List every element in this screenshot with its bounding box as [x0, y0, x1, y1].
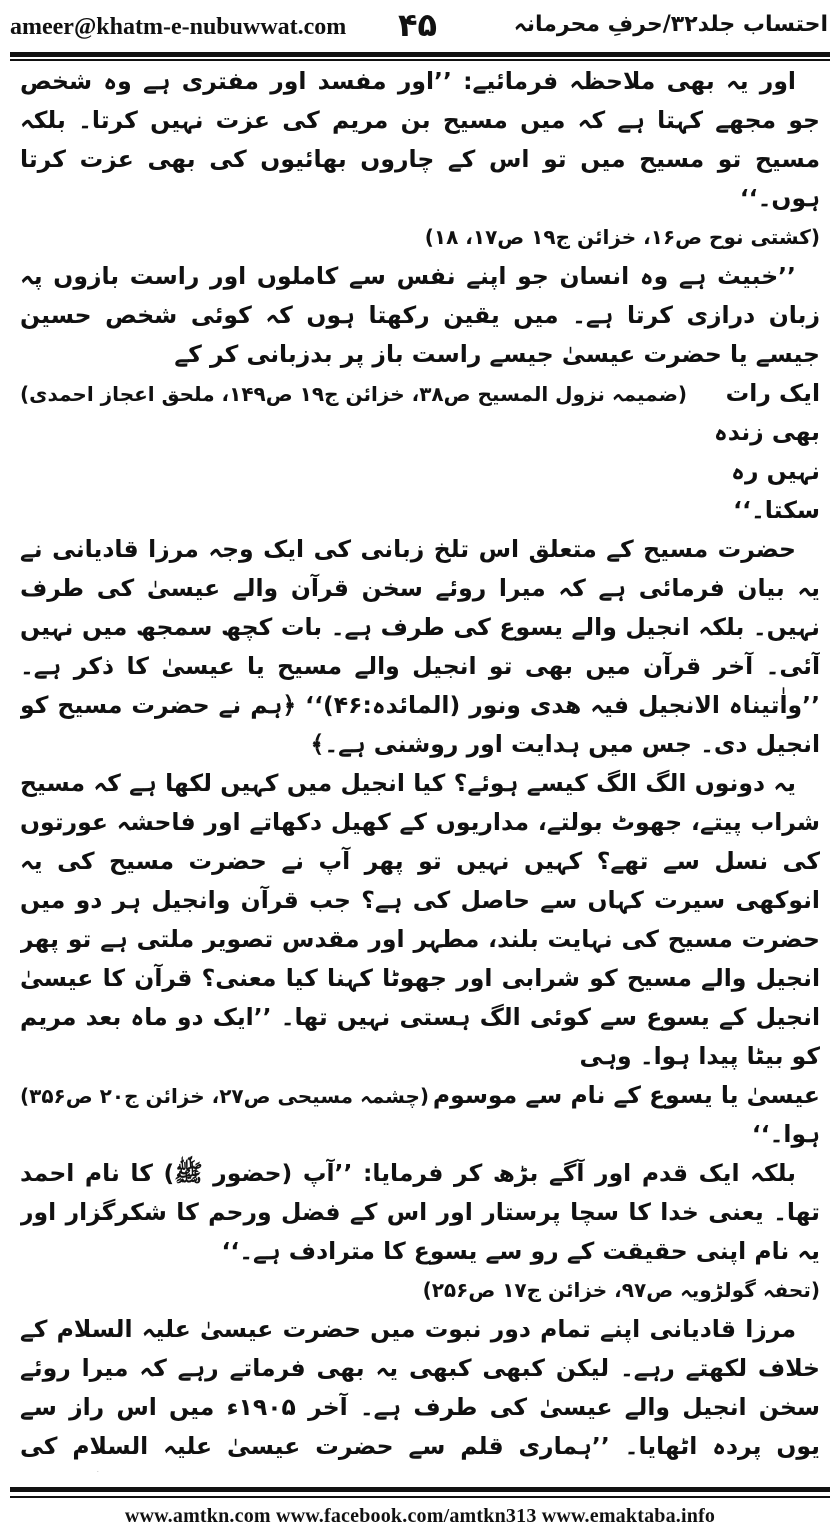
reference-4: (تحفہ گولڑویہ ص۹۷، خزائن ج۱۷ ص۲۵۶)	[422, 1278, 820, 1302]
header-email: ameer@khatm-e-nubuwwat.com	[10, 14, 347, 40]
paragraph-3: حضرت مسیح کے متعلق اس تلخ زبانی کی ایک وجہ مرزا قادیانی نے یہ بیان فرمائی ہے کہ میرا روئے سخن قرآن والے عیسیٰ کی طرف نہیں۔ بلکہ انجیل والے یسوع کی طرف ہے۔ بات کچھ سمجھ میں نہیں آئی۔ آخر قرآن میں بھی تو انجیل والے مسیح یا عیسیٰ کا ذکر ہے۔ ’’واٰتیناہ الانجیل فیہ ھدی ونور (المائدہ:۴۶)‘‘ ﴿ہم نے حضرت مسیح کو انجیل دی۔ جس میں ہدایت اور روشنی ہے۔﴾	[20, 535, 820, 758]
footer-rule-thin	[10, 1496, 830, 1498]
paragraph-2-end-line	[20, 374, 820, 530]
paragraph-2: ’’خبیث ہے وہ انسان جو اپنے نفس سے کاملوں اور راست بازوں پہ زبان درازی کرتا ہے۔ میں یقین رکھتا ہوں کہ کوئی شخص حسین جیسے یا حضرت عیسیٰ جیسے راست باز پر بدزبانی کر کے	[20, 262, 820, 368]
footer-links: www.amtkn.com www.facebook.com/amtkn313 www.emaktaba.info	[124, 1505, 716, 1527]
paragraph-5: بلکہ ایک قدم اور آگے بڑھ کر فرمایا: ’’آپ (حضور ﷺ) کا نام احمد تھا۔ یعنی خدا کا سچا پرستار اور اس کے فضل ورحم کا شکرگزار اور یہ نام اپنی حقیقت کے رو سے یسوع کا مترادف ہے۔‘‘	[20, 1159, 820, 1265]
reference-3: (چشمہ مسیحی ص۲۷، خزائن ج۲۰ ص۳۵۶)	[20, 1084, 430, 1108]
footer-rule-thick	[10, 1487, 830, 1492]
page-header	[0, 0, 840, 56]
paragraph-6: مرزا قادیانی اپنے تمام دور نبوت میں حضرت عیسیٰ علیہ السلام کے خلاف لکھتے رہے۔ لیکن کبھی کبھی یہ بھی فرماتے رہے کہ میرا روئے سخن انجیل والے عیسیٰ کی طرف ہے۔ آخر ۱۹۰۵ء میں اس راز سے یوں پردہ اٹھایا۔ ’’ہماری قلم سے حضرت عیسیٰ علیہ السلام کی	[20, 1315, 820, 1460]
header-rule-thin	[10, 59, 830, 61]
paragraph-4-end-line	[20, 1076, 820, 1154]
page-number: ۴۵	[398, 6, 438, 44]
paragraph-4-end: عیسیٰ یا یسوع کے نام سے موسوم ہوا۔‘‘	[432, 1081, 820, 1148]
paragraph-4: یہ دونوں الگ الگ کیسے ہوئے؟ کیا انجیل میں کہیں لکھا ہے کہ مسیح شراب پیتے، جھوٹ بولتے، مداریوں کے کھیل دکھاتے اور فاحشہ عورتوں کی نسل سے تھے؟ کہیں نہیں تو پھر آپ نے حضرت مسیح کی یہ انوکھی سیرت کہاں سے حاصل کی ہے؟ جب قرآن وانجیل ہر دو میں حضرت مسیح کی نہایت بلند، مطہر اور مقدس تصویر ملتی ہے تو پھر انجیل والے مسیح کو شرابی اور جھوٹا کہنا کیا معنی؟ قرآن کا عیسیٰ انجیل کے یسوع سے کوئی الگ ہستی نہیں تھا۔ ’’ایک دو ماہ بعد مریم کو بیٹا پیدا ہوا۔ وہی	[20, 769, 820, 1070]
paragraph-2-end: ایک رات بھی زندہ نہیں رہ سکتا۔‘‘	[714, 379, 820, 524]
book-title: احتساب جلد۳۲/حرفِ محرمانہ	[513, 12, 828, 37]
page-footer	[0, 1505, 840, 1540]
header-rule-thick	[10, 52, 830, 57]
paragraph-1: اور یہ بھی ملاحظہ فرمائیے: ’’اور مفسد اور مفتری ہے وہ شخص جو مجھے کہتا ہے کہ میں مسیح بن مریم کی عزت نہیں کرتا۔ بلکہ مسیح تو مسیح میں تو اس کے چاروں بھائیوں کی بھی عزت کرتا ہوں۔‘‘	[20, 67, 820, 212]
reference-1: (کشتی نوح ص۱۶، خزائن ج۱۹ ص۱۷، ۱۸)	[424, 225, 820, 249]
reference-2: (ضمیمہ نزول المسیح ص۳۸، خزائن ج۱۹ ص۱۴۹، ملحق اعجاز احمدی)	[20, 382, 688, 406]
page-body	[20, 62, 820, 1472]
